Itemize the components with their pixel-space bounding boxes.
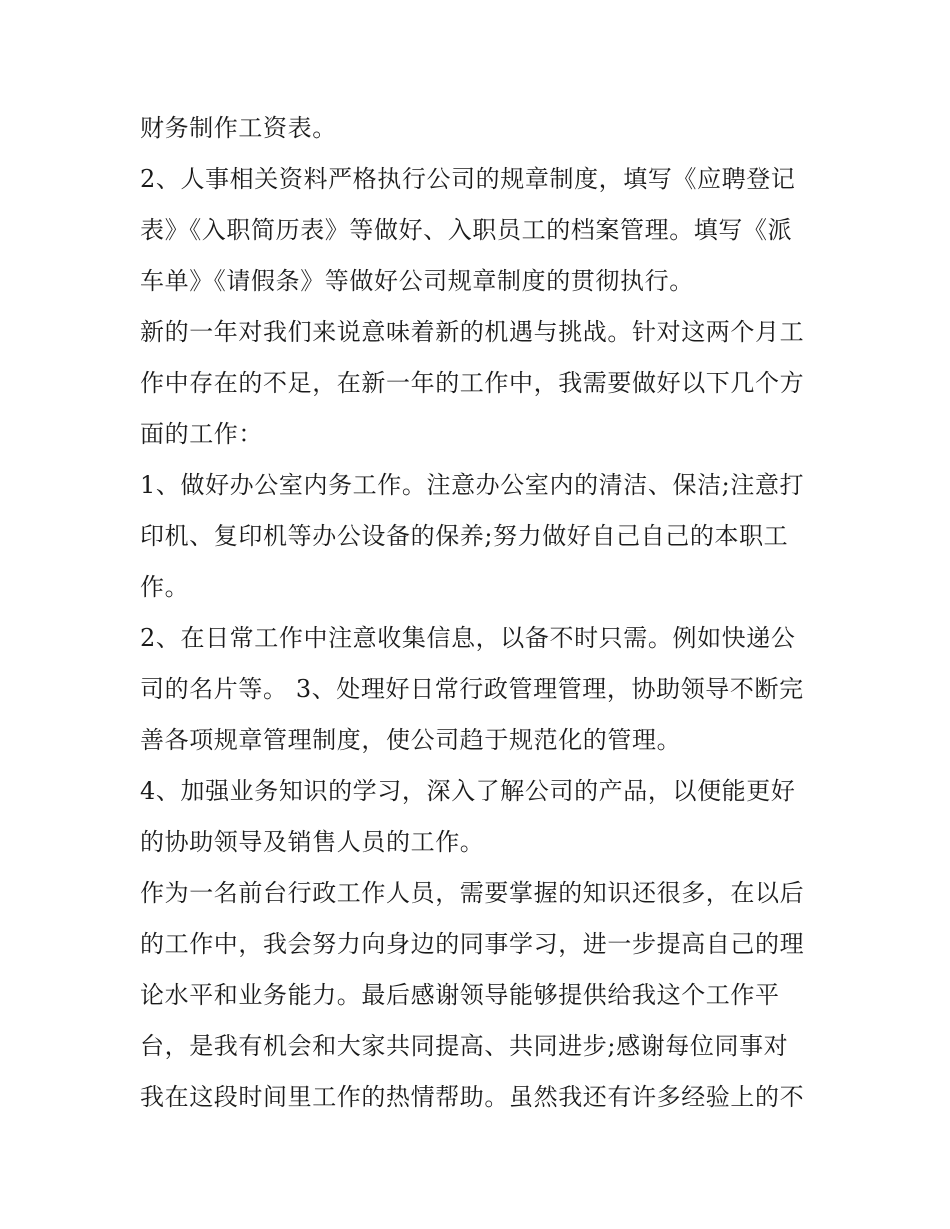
text-line: 作。 [140, 573, 190, 601]
text-line: 的协助领导及销售人员的工作。 [140, 828, 485, 856]
text-line: 2、人事相关资料严格执行公司的规章制度，填写《应聘登记 [140, 165, 796, 193]
text-line: 2、在日常工作中注意收集信息，以备不时只需。例如快递公 [140, 624, 796, 652]
text-line: 1、做好办公室内务工作。注意办公室内的清洁、保洁;注意打 [140, 471, 805, 499]
text-line: 作为一名前台行政工作人员，需要掌握的知识还很多，在以后 [140, 879, 805, 907]
text-line: 车单》《请假条》等做好公司规章制度的贯彻执行。 [140, 267, 694, 295]
text-line: 4、加强业务知识的学习，深入了解公司的产品，以便能更好 [140, 777, 796, 805]
text-line: 新的一年对我们来说意味着新的机遇与挑战。针对这两个月工 [140, 318, 805, 346]
text-line: 司的名片等。 3、处理好日常行政管理管理，协助领导不断完 [140, 675, 804, 703]
text-line: 的工作中，我会努力向身边的同事学习，进一步提高自己的理 [140, 930, 805, 958]
text-line: 论水平和业务能力。最后感谢领导能够提供给我这个工作平 [140, 981, 780, 1009]
document-body [140, 103, 830, 1123]
text-line: 财务制作工资表。 [140, 114, 337, 142]
text-line: 作中存在的不足，在新一年的工作中，我需要做好以下几个方 [140, 369, 805, 397]
text-line: 印机、复印机等办公设备的保养;努力做好自己自己的本职工 [140, 522, 789, 550]
text-line: 善各项规章管理制度，使公司趋于规范化的管理。 [140, 726, 682, 754]
text-line: 我在这段时间里工作的热情帮助。虽然我还有许多经验上的不 [140, 1083, 805, 1111]
text-line: 台，是我有机会和大家共同提高、共同进步;感谢每位同事对 [140, 1032, 789, 1060]
text-line: 表》《入职简历表》等做好、入职员工的档案管理。填写《派 [140, 216, 793, 244]
text-line: 面的工作： [140, 420, 263, 448]
